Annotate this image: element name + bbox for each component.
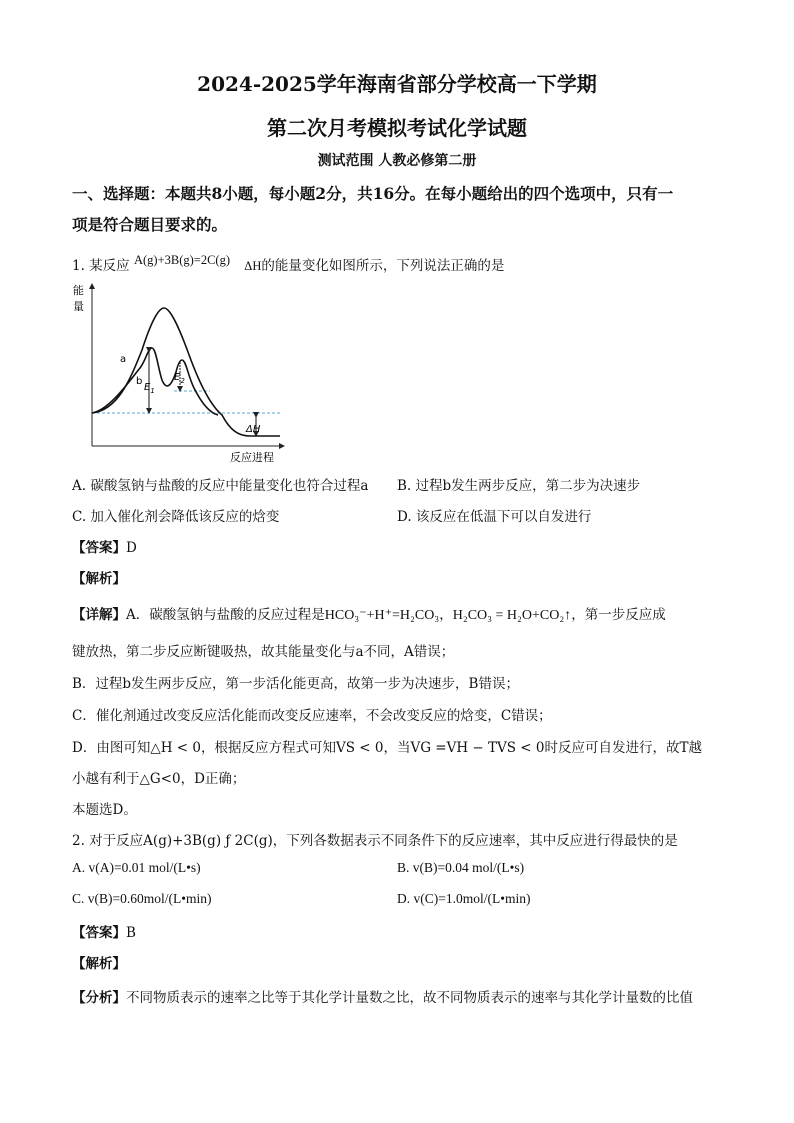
energy-diagram xyxy=(70,280,290,465)
detail-a-eq-1: HCO₃⁻+H⁺=H₂CO₃ xyxy=(324,608,440,623)
title-line-1: 2024-2025学年海南省部分学校高一下学期 xyxy=(197,72,597,96)
q1-conclusion: 本题选D。 xyxy=(72,802,137,818)
q1-detail-a-line-2: 键放热，第二步反应断键吸热，故其能量变化与a不同，A错误； xyxy=(72,644,455,660)
curve-a xyxy=(92,308,280,436)
q1-stem xyxy=(72,254,504,274)
answer-tag: 【答案】 xyxy=(72,540,126,556)
q1-option-d[interactable]: D. 该反应在低温下可以自发进行 xyxy=(397,509,592,525)
q1-option-b[interactable]: B. 过程b发生两步反应，第二步为决速步 xyxy=(397,478,641,494)
curve-a-label: a xyxy=(120,354,127,365)
test-scope: 测试范围 人教必修第二册 xyxy=(317,153,477,169)
q1-detail-d-line-2: 小越有利于△G<0，D正确； xyxy=(72,771,246,787)
y-label-bottom: 量 xyxy=(73,300,84,313)
q1-number: 1. 某反应 xyxy=(72,258,130,274)
q2-option-a[interactable]: A. v(A)=0.01 mol/(L•s) xyxy=(72,860,201,875)
detail-a-eq-2: H₂CO₃ = H₂O+CO₂↑ xyxy=(452,608,572,623)
q1-dh: ΔH xyxy=(244,259,262,273)
y-label-top: 能 xyxy=(73,284,84,297)
section-heading-line-2: 项是符合题目要求的。 xyxy=(72,215,228,234)
q2-answer: 【答案】B xyxy=(72,925,136,941)
e2-label: $E_2$ xyxy=(174,372,185,385)
q2-answer-value: B xyxy=(126,925,136,941)
q1-equation: A(g)+3B(g)=2C(g) xyxy=(133,253,230,267)
q1-detail-c: C．催化剂通过改变反应活化能而改变反应速率，不会改变反应的焓变，C错误； xyxy=(72,708,552,724)
q1-detail-a-line-1: 【详解】A．碳酸氢钠与盐酸的反应过程是HCO₃⁻+H⁺=H₂CO₃，H₂CO₃ = H₂O+CO₂↑，第一步反应成 xyxy=(72,607,666,623)
x-label: 反应进程 xyxy=(230,451,274,464)
section-heading-line-1: 一、选择题：本题共8小题，每小题2分，共16分。在每小题给出的四个选项中，只有一 xyxy=(72,184,674,203)
q1-answer-value: D xyxy=(126,540,137,556)
q2-option-c[interactable]: C. v(B)=0.60mol/(L•min) xyxy=(72,891,212,906)
detail-tag: 【详解】 xyxy=(72,607,126,623)
title-line-2: 第二次月考模拟考试化学试题 xyxy=(267,116,527,140)
q1-analysis-tag: 【解析】 xyxy=(72,571,126,587)
q2-analysis: 【分析】不同物质表示的速率之比等于其化学计量数之比，故不同物质表示的速率与其化学计量数的比值 xyxy=(72,990,693,1006)
q1-option-c[interactable]: C. 加入催化剂会降低该反应的焓变 xyxy=(72,509,280,525)
q2-stem: 2. 对于反应A(g)+3B(g) ƒ 2C(g)，下列各数据表示不同条件下的反应速率，其中反应进行得最快的是 xyxy=(72,833,678,849)
q1-detail-b: B．过程b发生两步反应，第一步活化能更高，故第一步为决速步，B错误； xyxy=(72,676,519,692)
q1-stem-tail: 的能量变化如图所示，下列说法正确的是 xyxy=(261,258,505,274)
q2-option-b[interactable]: B. v(B)=0.04 mol/(L•s) xyxy=(397,860,525,875)
curve-b-label: b xyxy=(136,376,143,387)
e1-label: $E_1$ xyxy=(144,382,155,395)
q2-option-d[interactable]: D. v(C)=1.0mol/(L•min) xyxy=(397,891,531,906)
dh-label: ΔH xyxy=(246,424,261,435)
q1-answer xyxy=(72,536,137,556)
q2-analysis-tag: 【解析】 xyxy=(72,956,126,972)
q1-detail-d-line-1: D．由图可知△H < 0，根据反应方程式可知VS < 0，当VG =VH − TVS < 0时反应可自发进行，故T越 xyxy=(72,740,702,756)
q1-option-a[interactable]: A. 碳酸氢钠与盐酸的反应中能量变化也符合过程a xyxy=(72,478,369,494)
